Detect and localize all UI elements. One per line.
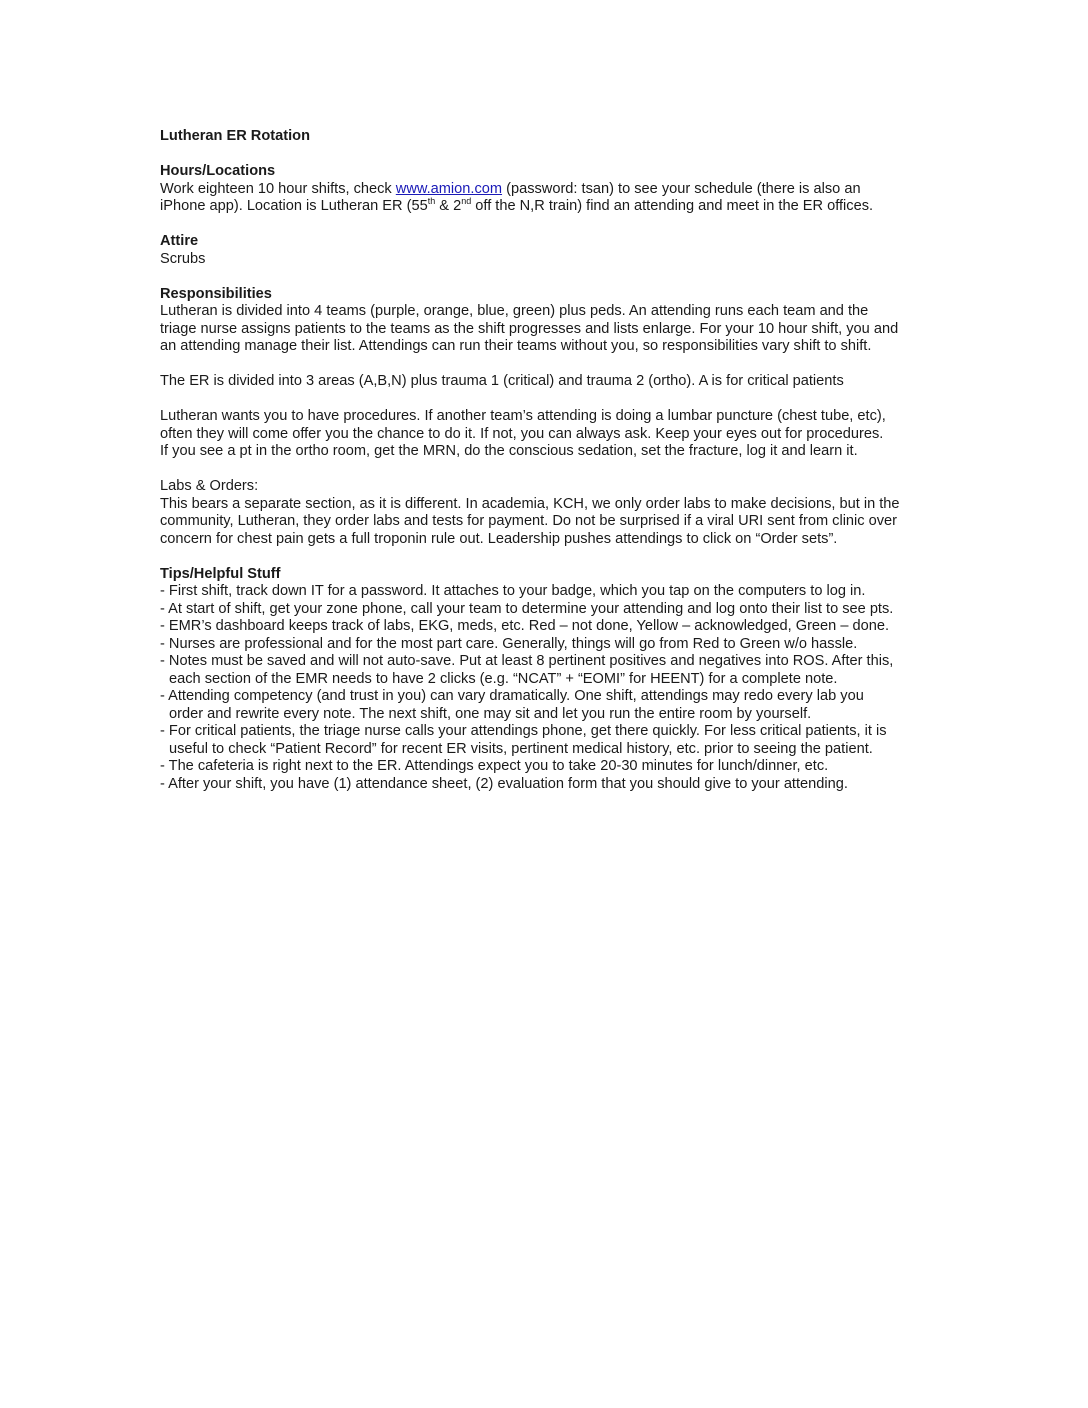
hours-text: Work eighteen 10 hour shifts, check [160, 180, 396, 197]
hours-text: off the N,R train) find an attending and meet in the ER offices. [471, 198, 874, 214]
labs-heading: Labs & Orders: [160, 478, 259, 494]
hours-line-2 [160, 198, 940, 216]
tips-item: - The cafeteria is right next to the ER. Attendings expect you to take 20-30 minutes for lunch/dinner, etc. [160, 758, 829, 774]
tips-item-continuation: each section of the EMR needs to have 2 clicks (e.g. “NCAT” + “EOMI” for HEENT) for a complete note. [169, 670, 838, 687]
hours-text: & 2 [435, 198, 462, 214]
hours-text: (password: tsan) to see your schedule (there is also an [502, 180, 861, 197]
hours-text: iPhone app). Location is Lutheran ER (55 [160, 198, 428, 214]
superscript: th [427, 196, 436, 206]
spacer [160, 216, 940, 234]
tips-item-continuation: useful to check “Patient Record” for recent ER visits, pertinent medical history, etc. prior to seeing the patient. [169, 740, 873, 757]
attire-heading: Attire [160, 233, 199, 249]
spacer [160, 391, 940, 409]
spacer [160, 268, 940, 286]
tips-item: - First shift, track down IT for a password. It attaches to your badge, which you tap on the computers to log in. [160, 583, 866, 599]
hours-line-1 [160, 181, 940, 199]
document-page [160, 128, 940, 793]
responsibilities-line: triage nurse assigns patients to the teams as the shift progresses and lists enlarge. For your 10 hour shift, you and [160, 320, 899, 337]
tips-item: - At start of shift, get your zone phone, call your team to determine your attending and log onto their list to see pts. [160, 600, 894, 617]
amion-link[interactable]: www.amion.com [395, 180, 503, 197]
responsibilities-line: an attending manage their list. Attendings can run their teams without you, so responsibilities vary shift to shift. [160, 338, 872, 354]
attire-text: Scrubs [160, 250, 206, 267]
responsibilities-heading: Responsibilities [160, 285, 272, 302]
responsibilities-line: The ER is divided into 3 areas (A,B,N) plus trauma 1 (critical) and trauma 2 (ortho). A is for critical patients [160, 373, 844, 389]
labs-line: This bears a separate section, as it is different. In academia, KCH, we only order labs to make decisions, but in the [160, 495, 900, 512]
spacer [160, 356, 940, 374]
document-title: Lutheran ER Rotation [160, 128, 310, 144]
tips-item: - Notes must be saved and will not auto-save. Put at least 8 pertinent positives and negatives into ROS. After this, [160, 653, 894, 669]
tips-item: - Nurses are professional and for the most part care. Generally, things will go from Red to Green w/o hassle. [160, 635, 858, 652]
tips-item-continuation: order and rewrite every note. The next shift, one may sit and let you run the entire room by yourself. [169, 705, 812, 722]
responsibilities-line: often they will come offer you the chance to do it. If not, you can always ask. Keep your eyes out for procedures. [160, 425, 884, 442]
tips-item: - For critical patients, the triage nurse calls your attendings phone, get there quickly. For less critical patients, it is [160, 723, 887, 739]
hours-heading: Hours/Locations [160, 163, 276, 179]
spacer [160, 461, 940, 479]
labs-line: community, Lutheran, they order labs and tests for payment. Do not be surprised if a viral URI sent from clinic over [160, 513, 898, 529]
tips-item: - After your shift, you have (1) attendance sheet, (2) evaluation form that you should give to your attending. [160, 775, 848, 792]
responsibilities-line: Lutheran wants you to have procedures. If another team’s attending is doing a lumbar puncture (chest tube, etc), [160, 408, 886, 424]
responsibilities-line: Lutheran is divided into 4 teams (purple, orange, blue, green) plus peds. An attending runs each team and the [160, 303, 869, 319]
tips-item: - Attending competency (and trust in you) can vary dramatically. One shift, attendings may redo every lab you [160, 688, 864, 704]
spacer [160, 146, 940, 164]
responsibilities-line: If you see a pt in the ortho room, get the MRN, do the conscious sedation, set the fracture, log it and learn it. [160, 443, 858, 459]
spacer [160, 548, 940, 566]
superscript: nd [461, 196, 472, 206]
tips-item: - EMR’s dashboard keeps track of labs, EKG, meds, etc. Red – not done, Yellow – acknowledged, Green – done. [160, 618, 890, 634]
labs-line: concern for chest pain gets a full troponin rule out. Leadership pushes attendings to click on “Order sets”. [160, 530, 838, 547]
tips-heading: Tips/Helpful Stuff [160, 565, 281, 582]
